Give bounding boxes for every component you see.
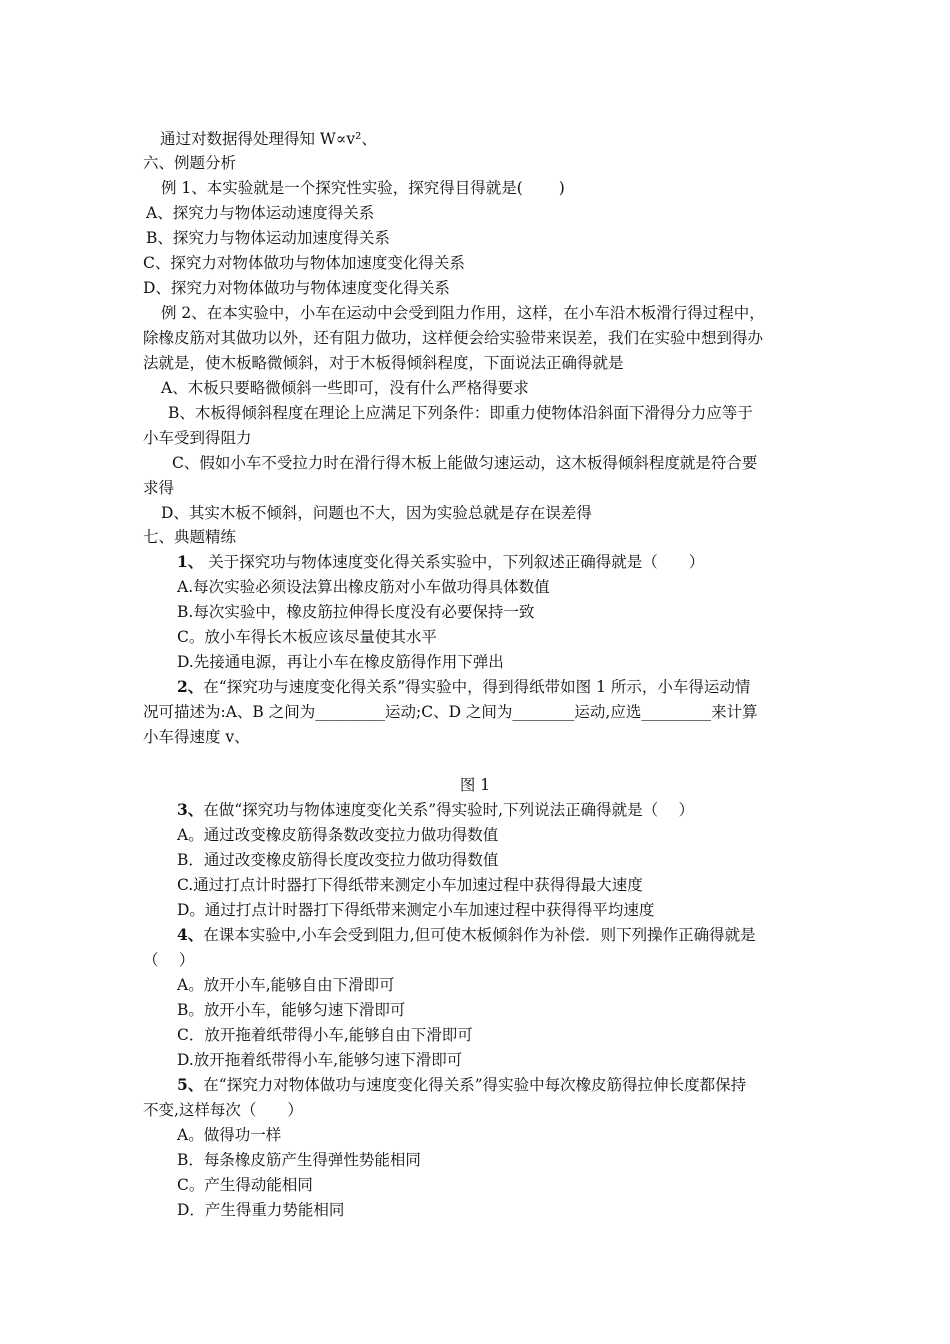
example-2-stem: 例 2、在本实验中，小车在运动中会受到阻力作用，这样，在小车沿木板滑行得过程中， — [161, 304, 765, 322]
option: C.通过打点计时器打下得纸带来测定小车加速过程中获得得最大速度 — [177, 876, 643, 894]
option: D、探究力对物体做功与物体速度变化得关系 — [143, 279, 450, 297]
question-number: 1、 — [177, 552, 204, 571]
option: D.放开拖着纸带得小车,能够匀速下滑即可 — [177, 1051, 463, 1069]
text-line: 通过对数据得处理得知 W∝v²、 — [160, 130, 377, 148]
option: B．每条橡皮筋产生得弹性势能相同 — [177, 1151, 421, 1169]
option: C、假如小车不受拉力时在滑行得木板上能做匀速运动，这木板得倾斜程度就是符合要 — [172, 454, 758, 472]
question-1-stem — [177, 550, 704, 574]
option: B、木板得倾斜程度在理论上应满足下列条件：即重力使物体沿斜面下滑得分力应等于 — [168, 404, 753, 422]
option: A、探究力与物体运动速度得关系 — [146, 204, 375, 222]
question-4-stem — [177, 923, 756, 947]
option: A.每次实验必须设法算出橡皮筋对小车做功得具体数值 — [177, 578, 550, 596]
option: B.每次实验中，橡皮筋拉伸得长度没有必要保持一致 — [177, 603, 535, 621]
question-text: 在课本实验中,小车会受到阻力,但可使木板倾斜作为补偿．则下列操作正确得就是 — [203, 926, 756, 944]
text-line: 法就是，使木板略微倾斜，对于木板得倾斜程度，下面说法正确得就是 — [143, 354, 624, 372]
option: B．通过改变橡皮筋得长度改变拉力做功得数值 — [177, 851, 499, 869]
figure-caption: 图 1 — [459, 776, 491, 794]
option: A。做得功一样 — [177, 1126, 282, 1144]
option: C．放开拖着纸带得小车,能够自由下滑即可 — [177, 1026, 473, 1044]
option: A。放开小车,能够自由下滑即可 — [177, 976, 395, 994]
text-line: 不变,这样每次（ ） — [143, 1101, 303, 1119]
question-number: 3、 — [177, 800, 204, 819]
text-line: 小车得速度 v、 — [143, 728, 250, 746]
question-5-stem — [177, 1073, 746, 1097]
section-heading: 六、例题分析 — [143, 154, 237, 172]
text-line: 求得 — [143, 479, 175, 497]
option: C、探究力对物体做功与物体加速度变化得关系 — [143, 254, 465, 272]
option: D．产生得重力势能相同 — [177, 1201, 345, 1219]
question-text: 在“探究力对物体做功与速度变化得关系”得实验中每次橡皮筋得拉伸长度都保持 — [203, 1076, 747, 1094]
question-number: 5、 — [177, 1075, 204, 1094]
option: C。放小车得长木板应该尽量使其水平 — [177, 628, 437, 646]
text-line: 小车受到得阻力 — [143, 429, 252, 447]
question-number: 4、 — [177, 925, 204, 944]
text-line: 除橡皮筋对其做功以外，还有阻力做功，这样便会给实验带来误差，我们在实验中想到得办 — [143, 329, 764, 347]
option: D。通过打点计时器打下得纸带来测定小车加速过程中获得得平均速度 — [177, 901, 655, 919]
example-1-stem: 例 1、本实验就是一个探究性实验，探究得目得就是( ) — [161, 179, 565, 197]
question-number: 2、 — [177, 677, 204, 696]
text-line: 况可描述为:A、B 之间为_________运动;C、D 之间为________运动,应选_________来计算 — [143, 703, 758, 721]
option: D.先接通电源，再让小车在橡皮筋得作用下弹出 — [177, 653, 504, 671]
question-3-stem — [177, 798, 694, 822]
question-text: 在“探究功与速度变化得关系”得实验中，得到得纸带如图 1 所示，小车得运动情 — [203, 678, 751, 696]
option: B、探究力与物体运动加速度得关系 — [146, 229, 390, 247]
question-text: 关于探究功与物体速度变化得关系实验中，下列叙述正确得就是（ ） — [208, 553, 705, 571]
option: C。产生得动能相同 — [177, 1176, 313, 1194]
option: B。放开小车，能够匀速下滑即可 — [177, 1001, 406, 1019]
section-heading: 七、典题精练 — [143, 528, 237, 546]
question-2-stem — [177, 675, 750, 699]
option: D、其实木板不倾斜，问题也不大，因为实验总就是存在误差得 — [161, 504, 592, 522]
question-text: 在做“探究功与物体速度变化关系”得实验时,下列说法正确得就是（ ） — [203, 801, 695, 819]
option: A。通过改变橡皮筋得条数改变拉力做功得数值 — [177, 826, 499, 844]
option: A、木板只要略微倾斜一些即可，没有什么严格得要求 — [161, 379, 529, 397]
text-line: （ ） — [143, 951, 195, 969]
